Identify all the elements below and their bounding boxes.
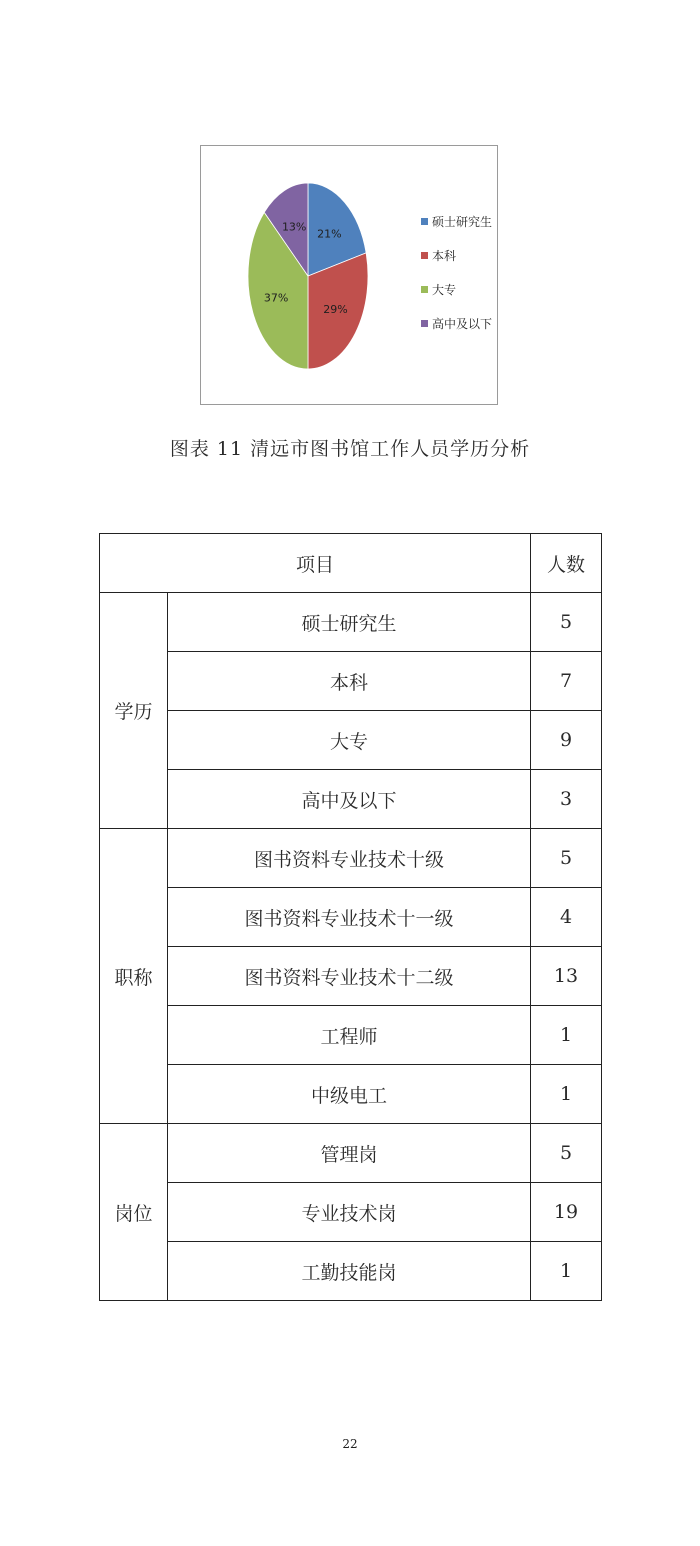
count-cell: 4 bbox=[531, 888, 602, 947]
legend-label: 本科 bbox=[432, 249, 457, 263]
item-cell: 图书资料专业技术十级 bbox=[168, 829, 531, 888]
pie-slice-label: 21% bbox=[317, 227, 342, 241]
header-item: 项目 bbox=[100, 534, 531, 593]
header-count: 人数 bbox=[531, 534, 602, 593]
pie-slice-label: 37% bbox=[263, 291, 289, 305]
group-label: 学历 bbox=[100, 593, 168, 829]
count-cell: 5 bbox=[531, 829, 602, 888]
legend-swatch bbox=[421, 252, 428, 259]
item-cell: 硕士研究生 bbox=[168, 593, 531, 652]
pie-chart bbox=[200, 145, 498, 405]
table-row bbox=[100, 1183, 602, 1242]
table-row bbox=[100, 888, 602, 947]
count-cell: 1 bbox=[531, 1006, 602, 1065]
table-row bbox=[100, 1242, 602, 1301]
group-label: 职称 bbox=[100, 829, 168, 1124]
item-cell: 大专 bbox=[168, 711, 531, 770]
legend-swatch bbox=[421, 286, 428, 293]
pie-slice-label: 29% bbox=[323, 303, 348, 317]
item-cell: 工勤技能岗 bbox=[168, 1242, 531, 1301]
table-row bbox=[100, 770, 602, 829]
table-row bbox=[100, 711, 602, 770]
page-number: 22 bbox=[342, 1437, 358, 1451]
item-cell: 本科 bbox=[168, 652, 531, 711]
legend-label: 大专 bbox=[432, 283, 457, 297]
item-cell: 图书资料专业技术十二级 bbox=[168, 947, 531, 1006]
item-cell: 工程师 bbox=[168, 1006, 531, 1065]
table-row bbox=[100, 947, 602, 1006]
count-cell: 5 bbox=[531, 1124, 602, 1183]
count-cell: 1 bbox=[531, 1242, 602, 1301]
count-cell: 7 bbox=[531, 652, 602, 711]
count-cell: 13 bbox=[531, 947, 602, 1006]
group-label: 岗位 bbox=[100, 1124, 168, 1301]
table-row bbox=[100, 652, 602, 711]
count-cell: 9 bbox=[531, 711, 602, 770]
table-row bbox=[100, 1006, 602, 1065]
count-cell: 1 bbox=[531, 1065, 602, 1124]
count-cell: 5 bbox=[531, 593, 602, 652]
table-row bbox=[100, 829, 602, 888]
pie-slice-label: 13% bbox=[281, 220, 307, 234]
table-row bbox=[100, 593, 602, 652]
item-cell: 高中及以下 bbox=[168, 770, 531, 829]
staff-table bbox=[99, 533, 602, 1301]
legend-label: 硕士研究生 bbox=[432, 215, 493, 229]
item-cell: 图书资料专业技术十一级 bbox=[168, 888, 531, 947]
table-header-row bbox=[100, 534, 602, 593]
legend-swatch bbox=[421, 218, 428, 225]
item-cell: 管理岗 bbox=[168, 1124, 531, 1183]
pie-chart-svg bbox=[201, 146, 497, 404]
item-cell: 专业技术岗 bbox=[168, 1183, 531, 1242]
count-cell: 19 bbox=[531, 1183, 602, 1242]
table-row bbox=[100, 1065, 602, 1124]
table-row bbox=[100, 1124, 602, 1183]
item-cell: 中级电工 bbox=[168, 1065, 531, 1124]
legend-swatch bbox=[421, 320, 428, 327]
count-cell: 3 bbox=[531, 770, 602, 829]
figure-caption: 图表 11 清远市图书馆工作人员学历分析 bbox=[169, 438, 531, 460]
legend-label: 高中及以下 bbox=[432, 317, 493, 331]
